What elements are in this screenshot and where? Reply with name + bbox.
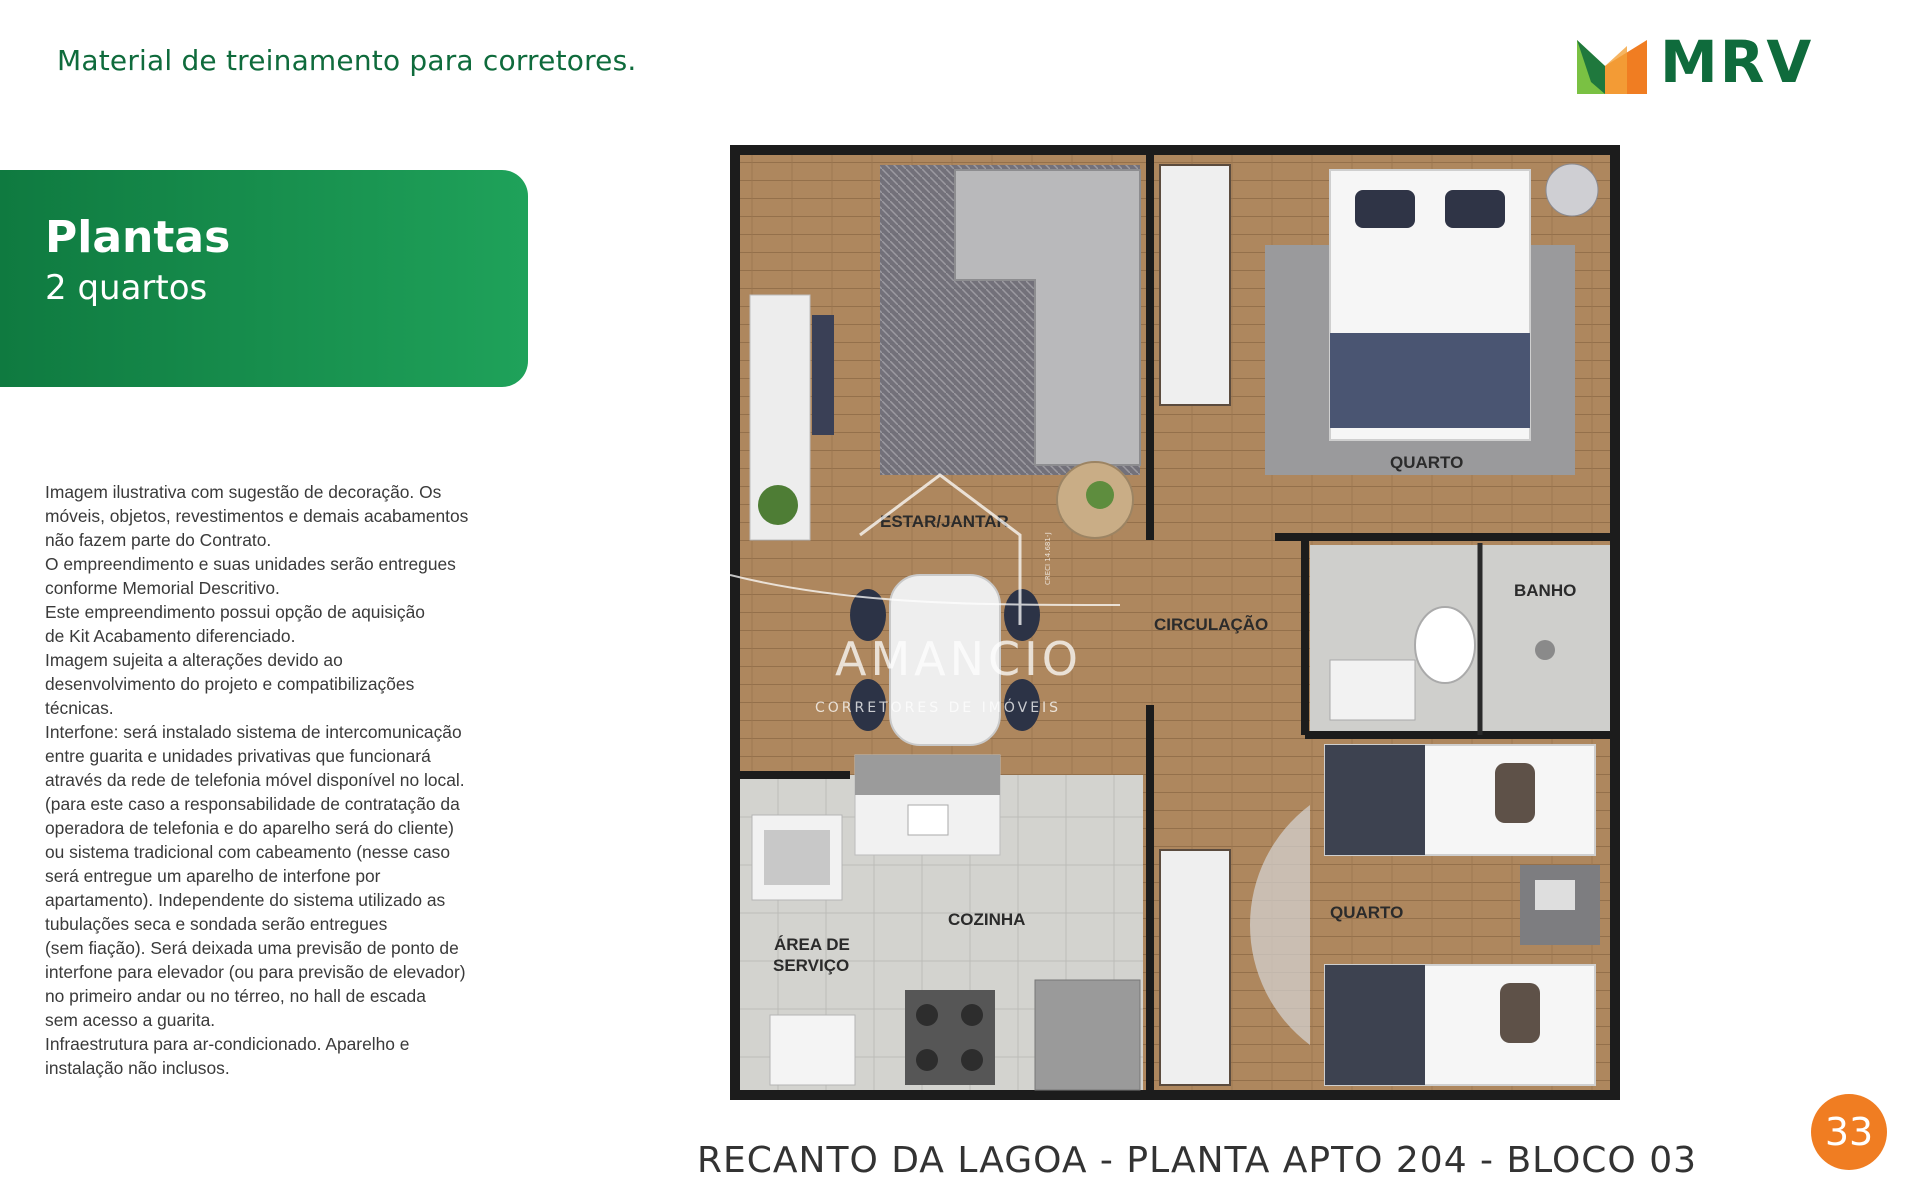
mrv-logo-icon	[1575, 26, 1655, 96]
fridge	[1035, 980, 1140, 1090]
counter-top	[855, 755, 1000, 795]
disclaimer-line: móveis, objetos, revestimentos e demais acabamentos	[45, 506, 469, 526]
page-subtitle: 2 quartos	[45, 268, 208, 308]
washing-machine	[770, 1015, 855, 1085]
disclaimer-line: Interfone: será instalado sistema de intercomunicação	[45, 722, 462, 742]
disclaimer-line: tubulações seca e sondada serão entregues	[45, 914, 388, 934]
stove	[905, 990, 995, 1085]
disclaimer-line: ou sistema tradicional com cabeamento (nesse caso	[45, 842, 451, 862]
pillow	[1500, 983, 1540, 1043]
laundry-basin	[764, 830, 830, 885]
disclaimer-text	[45, 480, 505, 1080]
disclaimer-line: Este empreendimento possui opção de aquisição	[45, 602, 425, 622]
shower-drain	[1535, 640, 1555, 660]
disclaimer-line: Imagem sujeita a alterações devido ao	[45, 650, 343, 670]
bed-blanket	[1330, 333, 1530, 428]
title-box	[0, 170, 528, 387]
plan-caption: RECANTO DA LAGOA - PLANTA APTO 204 - BLOCO 03	[697, 1140, 1698, 1181]
room-label-quarto-1: QUARTO	[1390, 453, 1464, 472]
disclaimer-line: de Kit Acabamento diferenciado.	[45, 626, 296, 646]
mrv-logo-word: MRV	[1660, 28, 1814, 96]
pillow	[1495, 763, 1535, 823]
wardrobe	[1160, 165, 1230, 405]
room-label-area-servico-1: ÁREA DE	[774, 935, 850, 954]
watermark-name: AMANCIO	[835, 632, 1082, 686]
disclaimer-line: conforme Memorial Descritivo.	[45, 578, 280, 598]
room-label-circulacao: CIRCULAÇÃO	[1154, 615, 1269, 634]
room-label-area-servico-2: SERVIÇO	[773, 956, 850, 975]
disclaimer-line: não fazem parte do Contrato.	[45, 530, 272, 550]
bathroom-sink	[1330, 660, 1415, 720]
floor-plan-image	[730, 145, 1620, 1100]
disclaimer-line: sem acesso a guarita.	[45, 1010, 216, 1030]
header-training-text: Material de treinamento para corretores.	[57, 44, 637, 77]
watermark-tagline: CORRETORES DE IMÓVEIS	[815, 700, 1062, 716]
disclaimer-line: O empreendimento e suas unidades serão entregues	[45, 554, 456, 574]
disclaimer-line: (para este caso a responsabilidade de contratação da	[45, 794, 460, 814]
single-bed-blanket	[1325, 965, 1425, 1085]
tv	[812, 315, 834, 435]
disclaimer-line: Imagem ilustrativa com sugestão de decoração. Os	[45, 482, 442, 502]
disclaimer-line: interfone para elevador (ou para previsão de elevador)	[45, 962, 466, 982]
kitchen-sink	[908, 805, 948, 835]
plant	[1086, 481, 1114, 509]
laptop	[1535, 880, 1575, 910]
page-number-badge: 33	[1811, 1094, 1887, 1170]
single-bed-blanket	[1325, 745, 1425, 855]
disclaimer-line: operadora de telefonia e do aparelho será do cliente)	[45, 818, 454, 838]
pillow	[1355, 190, 1415, 228]
disclaimer-line: apartamento). Independente do sistema utilizado as	[45, 890, 446, 910]
disclaimer-line: técnicas.	[45, 698, 114, 718]
disclaimer-line: no primeiro andar ou no térreo, no hall de escada	[45, 986, 426, 1006]
toilet	[1415, 607, 1475, 683]
watermark-creci: CRECI 14.681-J	[1044, 532, 1052, 585]
disclaimer-line: instalação não inclusos.	[45, 1058, 230, 1078]
plant	[758, 485, 798, 525]
room-label-quarto-2: QUARTO	[1330, 903, 1404, 922]
room-label-estar-jantar: ESTAR/JANTAR	[880, 512, 1009, 531]
disclaimer-line: (sem fiação). Será deixada uma previsão de ponto de	[45, 938, 459, 958]
disclaimer-line: desenvolvimento do projeto e compatibilizações	[45, 674, 415, 694]
lamp	[1546, 164, 1598, 216]
room-label-banho: BANHO	[1514, 581, 1577, 600]
wardrobe	[1160, 850, 1230, 1085]
disclaimer-line: entre guarita e unidades privativas que funcionará	[45, 746, 431, 766]
room-label-cozinha: COZINHA	[948, 910, 1026, 929]
disclaimer-line: através da rede de telefonia móvel disponível no local.	[45, 770, 465, 790]
mrv-logo	[1575, 26, 1815, 96]
pillow	[1445, 190, 1505, 228]
floor-plan	[730, 145, 1620, 1100]
page-title: Plantas	[45, 212, 231, 263]
disclaimer-line: Infraestrutura para ar-condicionado. Aparelho e	[45, 1034, 410, 1054]
disclaimer-line: será entregue um aparelho de interfone por	[45, 866, 381, 886]
